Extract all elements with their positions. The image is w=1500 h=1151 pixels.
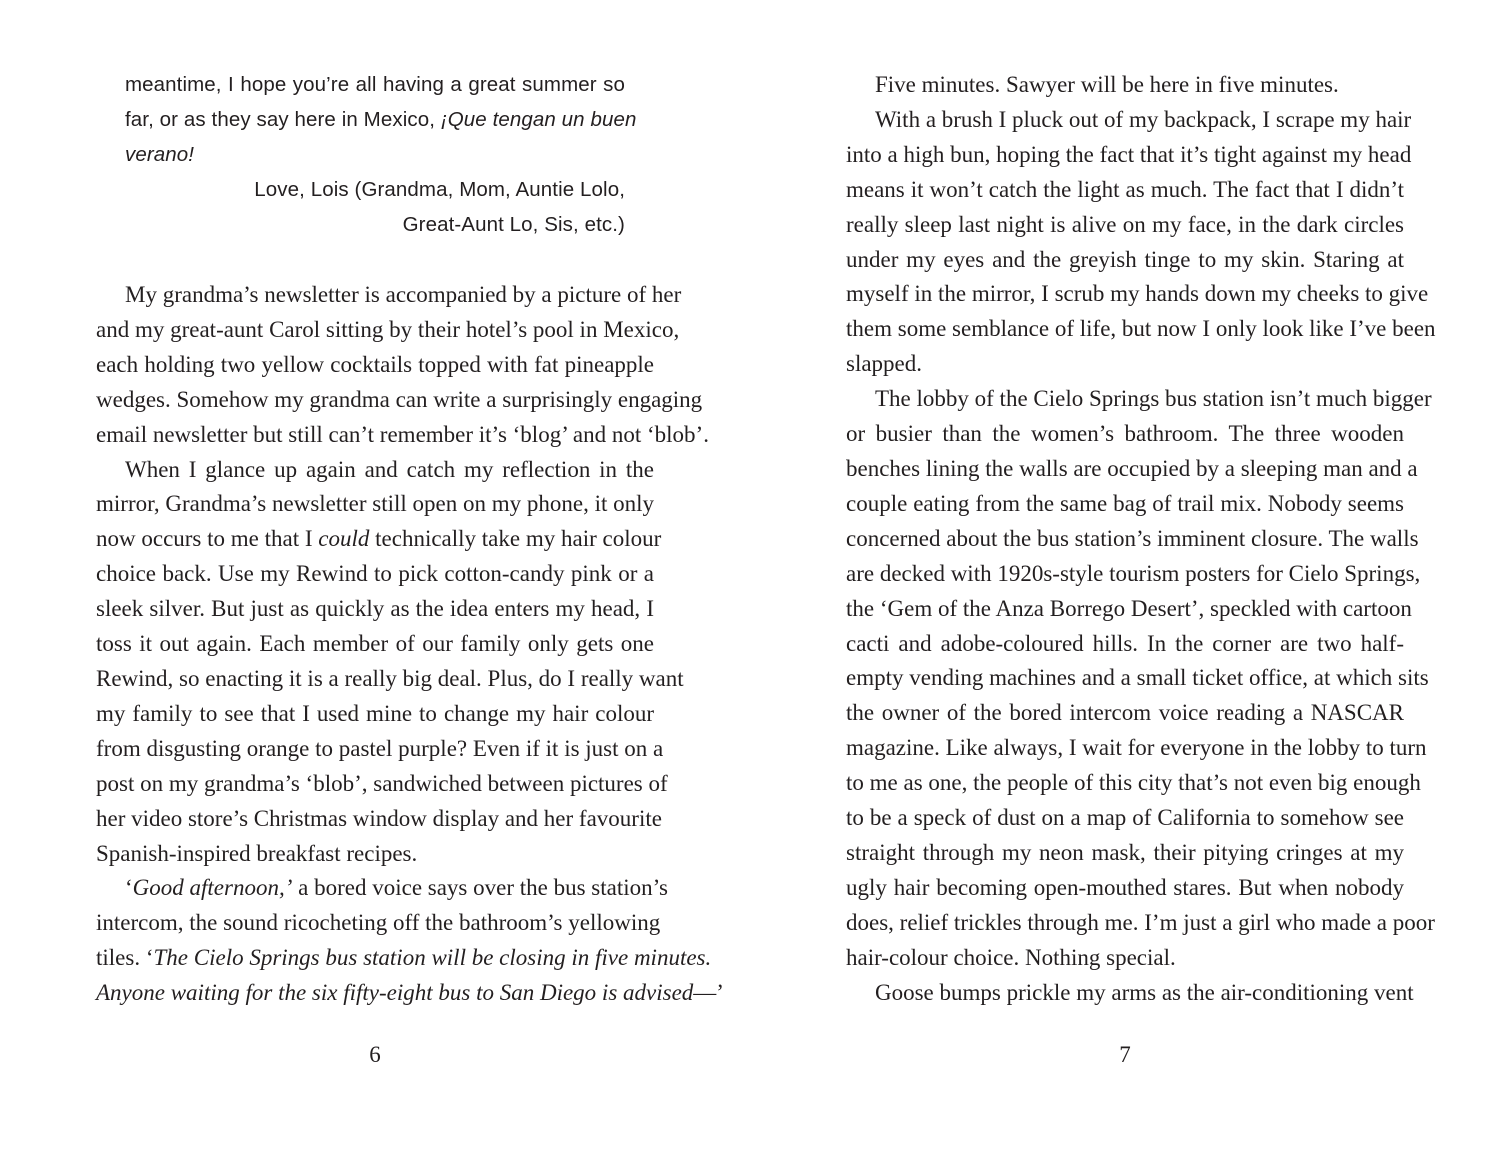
newsletter-signoff: Love, Lois (Grandma, Mom, Auntie Lolo, [254,177,625,201]
text-segment: now occurs to me that I [96,526,319,552]
text-line [96,941,712,976]
text-line: concerned about the bus station’s imminent closure. The walls [846,525,1419,551]
text-segment: tiles. ‘ [96,945,154,971]
right-page-body [846,68,1436,1010]
text-line: myself in the mirror, I scrub my hands down my cheeks to give [846,281,1429,307]
text-line: When I glance up again and catch my reflection in the [125,456,654,482]
emphasis-could: could [318,526,370,552]
newsletter-excerpt [125,68,637,243]
text-line: empty vending machines and a small ticket office, at which sits [846,665,1429,691]
intercom-announcement: The Cielo Springs bus station will be closing in five minutes. [153,945,712,971]
newsletter-signoff: Great-Aunt Lo, Sis, etc.) [402,212,625,236]
text-line: post on my grandma’s ‘blob’, sandwiched between pictures of [96,770,668,796]
text-line: under my eyes and the greyish tinge to my skin. Staring at [846,246,1404,272]
text-line: really sleep last night is alive on my face, in the dark circles [846,211,1404,237]
text-line: does, relief trickles through me. I’m just a girl who made a poor [846,909,1435,935]
text-line: each holding two yellow cocktails topped with fat pineapple [96,351,654,377]
right-page [750,0,1500,1151]
text-line: from disgusting orange to pastel purple? Even if it is just on a [96,735,664,761]
text-line: couple eating from the same bag of trail mix. Nobody seems [846,490,1404,516]
newsletter-line: meantime, I hope you’re all having a great summer so [125,73,625,96]
newsletter-line [125,103,637,138]
intercom-announcement: Anyone waiting for the six fifty-eight bus to San Diego is advised [96,980,694,1006]
text-line: With a brush I pluck out of my backpack, I scrape my hair [875,106,1412,132]
text-line: slapped. [846,351,923,377]
text-line: ugly hair becoming open-mouthed stares. But when nobody [846,874,1404,900]
text-line: intercom, the sound ricocheting off the bathroom’s yellowing [96,910,661,936]
text-line: My grandma’s newsletter is accompanied by a picture of her [125,282,682,307]
text-line: into a high bun, hoping the fact that it’s tight against my head [846,141,1412,167]
text-line: to me as one, the people of this city that’s not even big enough [846,770,1421,796]
text-line: mirror, Grandma’s newsletter still open on my phone, it only [96,491,655,517]
text-line [96,976,724,1011]
text-line: means it won’t catch the light as much. The fact that I didn’t [846,176,1404,202]
text-line: hair-colour choice. Nothing special. [846,944,1176,970]
newsletter-spanish-phrase: ¡Que tengan un buen [440,107,637,131]
quote-open: ‘ [125,875,133,901]
text-line: cacti and adobe-coloured hills. In the corner are two half- [846,630,1404,656]
text-line: magazine. Like always, I wait for everyone in the lobby to turn [846,735,1427,761]
text-line: choice back. Use my Rewind to pick cotton-candy pink or a [96,561,654,587]
text-line: her video store’s Christmas window display and her favourite [96,805,662,831]
intercom-greeting: Good afternoon,’ [132,875,293,901]
text-line: benches lining the walls are occupied by a sleeping man and a [846,455,1418,481]
text-line: the ‘Gem of the Anza Borrego Desert’, speckled with cartoon [846,595,1412,621]
text-line: Rewind, so enacting it is a really big deal. Plus, do I really want [96,665,684,691]
text-line: sleek silver. But just as quickly as the idea enters my head, I [96,596,654,622]
text-line: to be a speck of dust on a map of California to somehow see [846,805,1404,831]
text-line: or busier than the women’s bathroom. The three wooden [846,421,1404,447]
text-segment: a bored voice says over the bus station’s [292,875,668,901]
text-line: straight through my neon mask, their pitying cringes at my [846,839,1404,865]
text-line: them some semblance of life, but now I only look like I’ve been [846,316,1436,342]
text-line: email newsletter but still can’t remember it’s ‘blog’ and not ‘blob’. [96,421,709,447]
text-line: toss it out again. Each member of our family only gets one [96,631,654,657]
text-line [96,522,662,557]
page-number: 6 [369,1042,381,1067]
text-segment: technically take my hair colour [369,526,662,552]
newsletter-text: far, or as they say here in Mexico, [125,107,441,131]
text-line: my family to see that I used mine to change my hair colour [96,700,654,726]
text-line: Five minutes. Sawyer will be here in five minutes. [875,72,1339,97]
text-line: Goose bumps prickle my arms as the air-conditioning vent [875,979,1414,1005]
text-line [96,871,668,906]
left-page-body [96,278,724,1011]
text-line: The lobby of the Cielo Springs bus station isn’t much bigger [875,386,1432,412]
text-line: are decked with 1920s-style tourism posters for Cielo Springs, [846,560,1421,586]
text-line: the owner of the bored intercom voice reading a NASCAR [846,700,1404,726]
text-line: wedges. Somehow my grandma can write a surprisingly engaging [96,386,703,412]
text-line: Spanish-inspired breakfast recipes. [96,840,418,866]
newsletter-line [125,138,625,173]
page-number: 7 [1119,1042,1131,1067]
newsletter-spanish-phrase-end: verano! [125,142,195,166]
text-line: and my great-aunt Carol sitting by their hotel’s pool in Mexico, [96,316,680,342]
text-segment: —’ [693,980,724,1006]
